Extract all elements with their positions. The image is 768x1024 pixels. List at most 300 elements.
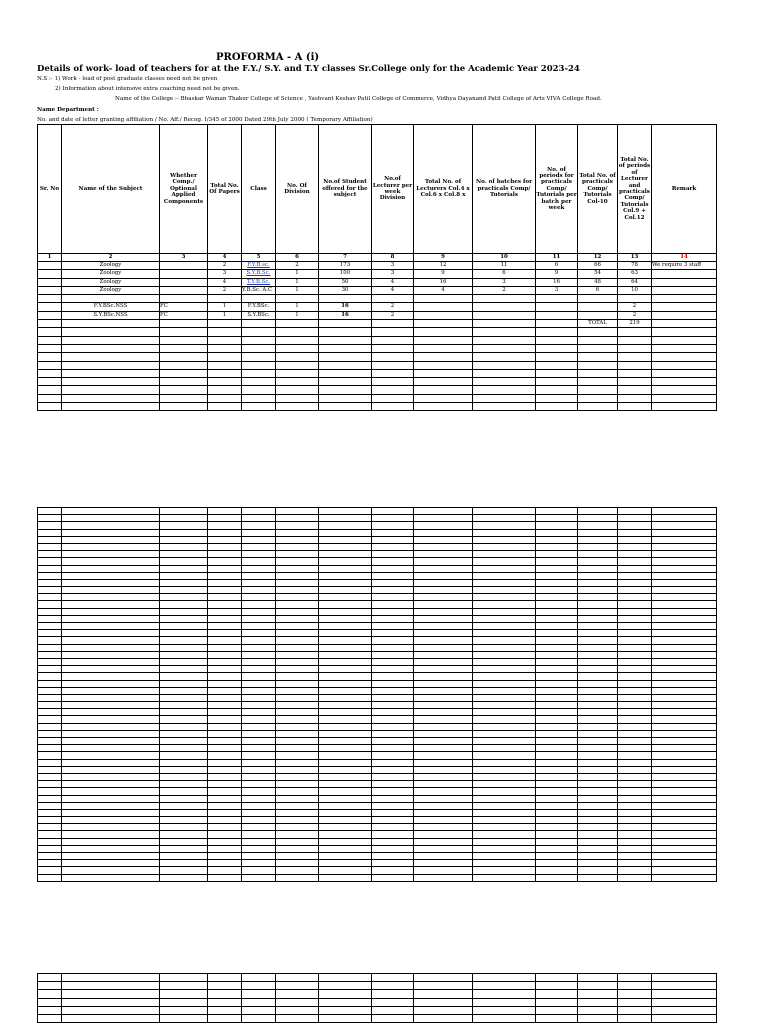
blank-cell xyxy=(62,328,160,336)
blank-cell xyxy=(62,529,160,536)
blank-cell xyxy=(578,874,618,881)
blank-cell xyxy=(38,601,62,608)
blank-cell xyxy=(414,831,473,838)
blank-cell xyxy=(160,716,208,723)
blank-cell xyxy=(276,716,319,723)
blank-cell xyxy=(62,630,160,637)
blank-cell xyxy=(276,702,319,709)
blank-cell xyxy=(536,738,578,745)
blank-cell xyxy=(319,386,372,394)
blank-cell xyxy=(38,824,62,831)
blank-cell xyxy=(536,1006,578,1014)
blank-cell xyxy=(242,630,276,637)
blank-cell xyxy=(242,802,276,809)
blank-cell xyxy=(242,529,276,536)
blank-cell xyxy=(618,515,652,522)
blank-cell xyxy=(652,802,717,809)
table-row xyxy=(38,262,717,270)
blank-cell xyxy=(372,853,414,860)
blank-cell xyxy=(618,666,652,673)
blank-cell xyxy=(38,658,62,665)
blank-cell xyxy=(62,974,160,982)
blank-cell xyxy=(372,817,414,824)
blank-cell xyxy=(536,637,578,644)
blank-cell xyxy=(372,361,414,369)
blank-cell xyxy=(276,673,319,680)
blank-cell xyxy=(319,730,372,737)
column-number-row xyxy=(38,254,717,262)
blank-cell xyxy=(208,565,242,572)
table-cell xyxy=(38,278,62,286)
table-cell xyxy=(652,270,717,278)
blank-cell xyxy=(160,601,208,608)
blank-cell xyxy=(536,344,578,352)
blank-row xyxy=(38,766,717,773)
blank-cell xyxy=(618,845,652,852)
blank-cell xyxy=(652,982,717,990)
blank-cell xyxy=(62,781,160,788)
blank-cell xyxy=(160,867,208,874)
blank-cell xyxy=(536,644,578,651)
blank-cell xyxy=(578,623,618,630)
blank-cell xyxy=(319,759,372,766)
blank-cell xyxy=(208,551,242,558)
blank-cell xyxy=(38,644,62,651)
table-cell: 4 xyxy=(414,286,473,294)
blank-cell xyxy=(242,565,276,572)
blank-cell xyxy=(62,802,160,809)
blank-cell xyxy=(160,1006,208,1014)
blank-cell xyxy=(208,587,242,594)
blank-cell xyxy=(62,615,160,622)
blank-cell xyxy=(242,594,276,601)
blank-cell xyxy=(414,587,473,594)
blank-cell xyxy=(372,644,414,651)
table-cell xyxy=(414,311,473,319)
blank-cell xyxy=(160,860,208,867)
blank-row xyxy=(38,673,717,680)
blank-cell xyxy=(414,788,473,795)
table-cell: 12 xyxy=(414,262,473,270)
blank-row xyxy=(38,579,717,586)
blank-cell xyxy=(242,824,276,831)
blank-cell xyxy=(319,328,372,336)
blank-row xyxy=(38,644,717,651)
header-cell: No.of Student offered for the subject xyxy=(319,125,372,254)
blank-cell xyxy=(652,658,717,665)
blank-cell xyxy=(536,867,578,874)
blank-cell xyxy=(414,824,473,831)
table-cell: Zoology xyxy=(62,286,160,294)
blank-cell xyxy=(618,658,652,665)
blank-cell xyxy=(276,394,319,402)
blank-cell xyxy=(38,615,62,622)
table-cell: FC xyxy=(160,303,208,311)
blank-cell xyxy=(652,378,717,386)
blank-cell xyxy=(372,508,414,515)
blank-cell xyxy=(160,386,208,394)
blank-cell xyxy=(473,824,536,831)
blank-cell xyxy=(618,766,652,773)
blank-cell xyxy=(38,998,62,1006)
blank-cell xyxy=(242,845,276,852)
blank-cell xyxy=(276,998,319,1006)
blank-row xyxy=(38,543,717,550)
table-cell: 2 xyxy=(372,311,414,319)
blank-cell xyxy=(414,809,473,816)
blank-cell xyxy=(652,716,717,723)
blank-cell xyxy=(242,974,276,982)
blank-cell xyxy=(242,788,276,795)
blank-cell xyxy=(62,558,160,565)
blank-cell xyxy=(319,788,372,795)
blank-row xyxy=(38,694,717,701)
blank-cell xyxy=(62,673,160,680)
blank-cell xyxy=(652,759,717,766)
blank-cell xyxy=(414,687,473,694)
table-cell xyxy=(38,303,62,311)
blank-cell xyxy=(38,608,62,615)
blank-cell xyxy=(276,515,319,522)
blank-row xyxy=(38,403,717,411)
blank-row xyxy=(38,394,717,402)
blank-cell xyxy=(319,687,372,694)
blank-cell xyxy=(578,543,618,550)
blank-cell xyxy=(536,702,578,709)
blank-cell xyxy=(473,551,536,558)
blank-cell xyxy=(536,766,578,773)
blank-cell xyxy=(62,336,160,344)
blank-cell xyxy=(618,781,652,788)
blank-cell xyxy=(160,687,208,694)
blank-cell xyxy=(414,543,473,550)
blank-cell xyxy=(208,644,242,651)
blank-cell xyxy=(652,874,717,881)
blank-cell xyxy=(618,623,652,630)
blank-cell xyxy=(242,766,276,773)
blank-cell xyxy=(160,802,208,809)
blank-cell xyxy=(473,745,536,752)
blank-cell xyxy=(372,738,414,745)
table-cell: 50 xyxy=(319,278,372,286)
table-cell xyxy=(276,320,319,328)
table-cell xyxy=(38,295,62,303)
blank-cell xyxy=(160,723,208,730)
table-cell: We require 3 staff xyxy=(652,262,717,270)
blank-cell xyxy=(618,788,652,795)
blank-cell xyxy=(473,709,536,716)
blank-cell xyxy=(208,795,242,802)
table-cell: F.Y.BSc.NSS xyxy=(62,303,160,311)
blank-cell xyxy=(208,824,242,831)
blank-cell xyxy=(473,716,536,723)
blank-cell xyxy=(414,990,473,998)
blank-cell xyxy=(319,644,372,651)
header-cell: Total No. of practicals Comp/ Tutorials Col-10 xyxy=(578,125,618,254)
blank-cell xyxy=(62,867,160,874)
blank-cell xyxy=(414,536,473,543)
blank-cell xyxy=(208,766,242,773)
blank-cell xyxy=(208,386,242,394)
blank-cell xyxy=(160,752,208,759)
table-cell: 1 xyxy=(208,303,242,311)
blank-cell xyxy=(414,515,473,522)
blank-cell xyxy=(38,990,62,998)
blank-cell xyxy=(62,1006,160,1014)
blank-cell xyxy=(38,369,62,377)
blank-cell xyxy=(38,788,62,795)
blank-row xyxy=(38,738,717,745)
blank-cell xyxy=(473,853,536,860)
blank-cell xyxy=(578,536,618,543)
blank-row xyxy=(38,773,717,780)
blank-cell xyxy=(242,1014,276,1022)
blank-cell xyxy=(38,551,62,558)
blank-cell xyxy=(372,781,414,788)
blank-cell xyxy=(160,745,208,752)
table-cell: 1 xyxy=(276,303,319,311)
blank-cell xyxy=(62,1014,160,1022)
blank-cell xyxy=(276,730,319,737)
blank-cell xyxy=(414,361,473,369)
blank-cell xyxy=(160,543,208,550)
blank-cell xyxy=(414,344,473,352)
blank-cell xyxy=(208,508,242,515)
blank-cell xyxy=(372,403,414,411)
blank-cell xyxy=(208,623,242,630)
blank-cell xyxy=(536,716,578,723)
table-row xyxy=(38,286,717,294)
table-cell: 48 xyxy=(578,278,618,286)
blank-cell xyxy=(652,594,717,601)
blank-cell xyxy=(319,630,372,637)
blank-cell xyxy=(618,558,652,565)
blank-cell xyxy=(578,974,618,982)
table-cell xyxy=(652,286,717,294)
blank-cell xyxy=(242,998,276,1006)
blank-cell xyxy=(652,795,717,802)
table-cell: 78 xyxy=(618,262,652,270)
blank-row xyxy=(38,860,717,867)
blank-cell xyxy=(578,673,618,680)
blank-cell xyxy=(276,867,319,874)
blank-cell xyxy=(62,658,160,665)
table-cell xyxy=(276,295,319,303)
blank-cell xyxy=(473,759,536,766)
blank-cell xyxy=(652,551,717,558)
blank-cell xyxy=(242,795,276,802)
blank-cell xyxy=(578,817,618,824)
blank-cell xyxy=(160,394,208,402)
blank-cell xyxy=(618,565,652,572)
blank-cell xyxy=(414,845,473,852)
blank-cell xyxy=(414,694,473,701)
table-cell xyxy=(38,262,62,270)
table-cell: Zoology xyxy=(62,262,160,270)
blank-cell xyxy=(414,522,473,529)
blank-cell xyxy=(372,515,414,522)
blank-cell xyxy=(578,723,618,730)
blank-row xyxy=(38,386,717,394)
blank-cell xyxy=(414,860,473,867)
blank-row xyxy=(38,998,717,1006)
table-cell: 3 xyxy=(536,286,578,294)
blank-cell xyxy=(414,730,473,737)
table-cell xyxy=(536,295,578,303)
blank-cell xyxy=(276,344,319,352)
blank-cell xyxy=(414,328,473,336)
blank-cell xyxy=(372,565,414,572)
blank-cell xyxy=(536,608,578,615)
blank-cell xyxy=(276,738,319,745)
blank-cell xyxy=(319,378,372,386)
blank-cell xyxy=(160,694,208,701)
header-cell: Total No. Of Papers xyxy=(208,125,242,254)
blank-cell xyxy=(38,344,62,352)
blank-cell xyxy=(276,543,319,550)
blank-cell xyxy=(536,630,578,637)
blank-cell xyxy=(319,637,372,644)
blank-cell xyxy=(372,551,414,558)
table-cell xyxy=(38,311,62,319)
blank-cell xyxy=(414,630,473,637)
blank-cell xyxy=(473,515,536,522)
blank-cell xyxy=(414,716,473,723)
blank-cell xyxy=(62,982,160,990)
blank-cell xyxy=(372,328,414,336)
blank-cell xyxy=(319,666,372,673)
blank-cell xyxy=(242,702,276,709)
blank-cell xyxy=(414,608,473,615)
table-cell: S.Y.BSc. xyxy=(242,311,276,319)
blank-cell xyxy=(242,579,276,586)
blank-cell xyxy=(414,565,473,572)
blank-cell xyxy=(414,1014,473,1022)
blank-cell xyxy=(160,328,208,336)
blank-cell xyxy=(536,515,578,522)
table-row xyxy=(38,295,717,303)
blank-cell xyxy=(578,702,618,709)
table-cell: 2 xyxy=(618,311,652,319)
table-cell xyxy=(578,295,618,303)
blank-cell xyxy=(473,982,536,990)
blank-cell xyxy=(62,579,160,586)
blank-cell xyxy=(160,608,208,615)
blank-cell xyxy=(208,1014,242,1022)
column-number-cell: 7 xyxy=(319,254,372,262)
blank-cell xyxy=(208,536,242,543)
blank-cell xyxy=(319,974,372,982)
blank-row xyxy=(38,781,717,788)
blank-row xyxy=(38,809,717,816)
blank-cell xyxy=(618,630,652,637)
table-cell: 3 xyxy=(473,278,536,286)
blank-cell xyxy=(578,369,618,377)
blank-cell xyxy=(618,990,652,998)
blank-cell xyxy=(160,336,208,344)
blank-cell xyxy=(414,651,473,658)
blank-cell xyxy=(652,730,717,737)
blank-cell xyxy=(372,694,414,701)
blank-cell xyxy=(578,831,618,838)
blank-cell xyxy=(652,601,717,608)
blank-cell xyxy=(160,529,208,536)
blank-cell xyxy=(536,386,578,394)
blank-cell xyxy=(62,709,160,716)
table-cell: 54 xyxy=(578,270,618,278)
blank-cell xyxy=(414,644,473,651)
blank-cell xyxy=(414,378,473,386)
blank-cell xyxy=(473,773,536,780)
blank-cell xyxy=(473,874,536,881)
blank-cell xyxy=(618,587,652,594)
blank-cell xyxy=(38,817,62,824)
blank-cell xyxy=(372,651,414,658)
table-cell: 16 xyxy=(319,311,372,319)
table-cell: 2 xyxy=(208,286,242,294)
blank-cell xyxy=(319,515,372,522)
blank-cell xyxy=(372,809,414,816)
table-cell xyxy=(160,270,208,278)
blank-cell xyxy=(473,860,536,867)
blank-cell xyxy=(652,817,717,824)
blank-cell xyxy=(536,651,578,658)
blank-row xyxy=(38,608,717,615)
blank-cell xyxy=(652,508,717,515)
blank-cell xyxy=(473,394,536,402)
blank-cell xyxy=(276,529,319,536)
blank-cell xyxy=(652,766,717,773)
blank-cell xyxy=(242,361,276,369)
blank-cell xyxy=(160,759,208,766)
blank-cell xyxy=(536,745,578,752)
blank-cell xyxy=(319,694,372,701)
blank-cell xyxy=(208,759,242,766)
blank-cell xyxy=(372,680,414,687)
blank-cell xyxy=(414,752,473,759)
blank-cell xyxy=(160,403,208,411)
blank-cell xyxy=(652,637,717,644)
blank-cell xyxy=(208,336,242,344)
blank-cell xyxy=(473,353,536,361)
table-cell: 2 xyxy=(372,303,414,311)
blank-cell xyxy=(38,680,62,687)
header-cell: Total No. of periods of Lecturer and practicals Comp/ Tutorials Col.9 + Col.12 xyxy=(618,125,652,254)
blank-row xyxy=(38,369,717,377)
blank-cell xyxy=(414,403,473,411)
blank-cell xyxy=(208,781,242,788)
blank-cell xyxy=(372,536,414,543)
table-cell: 16 xyxy=(536,278,578,286)
blank-cell xyxy=(473,680,536,687)
blank-row xyxy=(38,515,717,522)
blank-cell xyxy=(38,508,62,515)
blank-cell xyxy=(242,623,276,630)
blank-cell xyxy=(618,982,652,990)
blank-cell xyxy=(372,824,414,831)
blank-cell xyxy=(38,1006,62,1014)
blank-cell xyxy=(242,694,276,701)
blank-cell xyxy=(652,403,717,411)
blank-cell xyxy=(536,658,578,665)
blank-cell xyxy=(618,536,652,543)
blank-cell xyxy=(62,795,160,802)
blank-cell xyxy=(372,795,414,802)
blank-row xyxy=(38,788,717,795)
blank-cell xyxy=(618,336,652,344)
blank-cell xyxy=(578,694,618,701)
blank-cell xyxy=(38,709,62,716)
